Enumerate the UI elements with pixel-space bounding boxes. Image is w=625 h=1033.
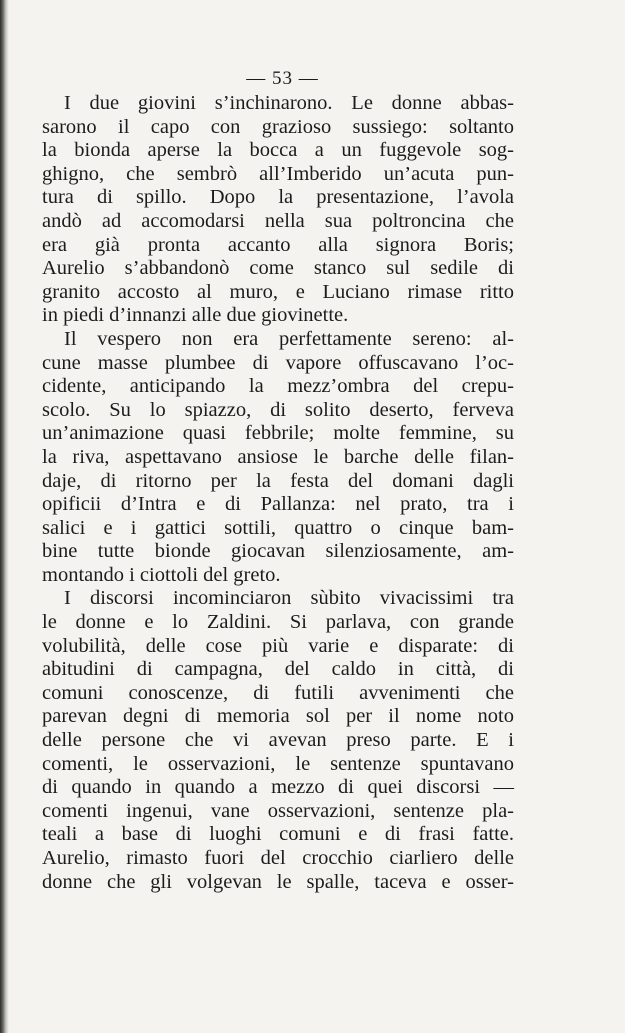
- text-line: donne che gli volgevan le spalle, taceva e osser-: [42, 870, 514, 893]
- text-line: era già pronta accanto alla signora Boris;: [42, 233, 514, 256]
- text-line: la riva, aspettavano ansiose le barche delle filan-: [42, 445, 514, 468]
- text-line: abitudini di campagna, del caldo in città, di: [42, 658, 514, 681]
- page-number: [0, 68, 545, 90]
- text-line: comuni conoscenze, di futili avvenimenti che: [42, 681, 514, 704]
- page-number-text: — 53 —: [246, 68, 319, 89]
- binding-edge: [0, 0, 9, 1033]
- text-line: Il vespero non era perfettamente sereno: al-: [64, 327, 514, 350]
- text-line: di quando in quando a mezzo di quei discorsi —: [42, 776, 514, 799]
- text-line: comenti, le osservazioni, le sentenze spuntavano: [42, 752, 514, 775]
- text-line: Aurelio s’abbandonò come stanco sul sedile di: [42, 257, 514, 280]
- text-line: ghigno, che sembrò all’Imberido un’acuta pun-: [42, 162, 514, 185]
- text-line: teali a base di luoghi comuni e di frasi fatte.: [42, 823, 514, 846]
- text-line: in piedi d’innanzi alle due giovinette.: [42, 304, 349, 327]
- text-line: la bionda aperse la bocca a un fuggevole sog-: [42, 139, 514, 162]
- text-line: daje, di ritorno per la festa del domani dagli: [42, 469, 514, 492]
- text-line: I due giovini s’inchinarono. Le donne abbas-: [64, 92, 514, 114]
- text-line: tura di spillo. Dopo la presentazione, l’avola: [42, 186, 514, 209]
- text-line: cidente, anticipando la mezz’ombra del crepu-: [42, 375, 514, 398]
- text-line: cune masse plumbee di vapore offuscavano l’oc-: [42, 351, 514, 374]
- text-line: montando i ciottoli del greto.: [42, 563, 281, 586]
- body-text: [42, 92, 514, 894]
- text-line: delle persone che vi avevan preso parte. E i: [42, 729, 514, 752]
- text-line: granito accosto al muro, e Luciano rimase ritto: [42, 280, 514, 303]
- text-line: andò ad accomodarsi nella sua poltroncina che: [42, 209, 514, 232]
- text-line: opificii d’Intra e di Pallanza: nel prato, tra i: [42, 493, 514, 516]
- text-line: un’animazione quasi febbrile; molte femmine, su: [42, 422, 514, 445]
- text-line: parevan degni di memoria sol per il nome noto: [42, 705, 514, 728]
- text-line: Aurelio, rimasto fuori del crocchio ciarliero delle: [42, 847, 514, 869]
- text-line: scolo. Su lo spiazzo, di solito deserto, ferveva: [42, 398, 514, 421]
- text-line: I discorsi incominciaron sùbito vivacissimi tra: [64, 587, 514, 610]
- text-line: comenti ingenui, vane osservazioni, sentenze pla-: [42, 799, 514, 822]
- text-line: bine tutte bionde giocavan silenziosamente, am-: [42, 540, 514, 563]
- text-line: volubilità, delle cose più varie e disparate: di: [42, 634, 514, 657]
- text-line: sarono il capo con grazioso sussiego: soltanto: [42, 115, 514, 138]
- text-line: le donne e lo Zaldini. Si parlava, con grande: [42, 611, 514, 634]
- text-line: salici e i gattici sottili, quattro o cinque bam-: [42, 516, 514, 539]
